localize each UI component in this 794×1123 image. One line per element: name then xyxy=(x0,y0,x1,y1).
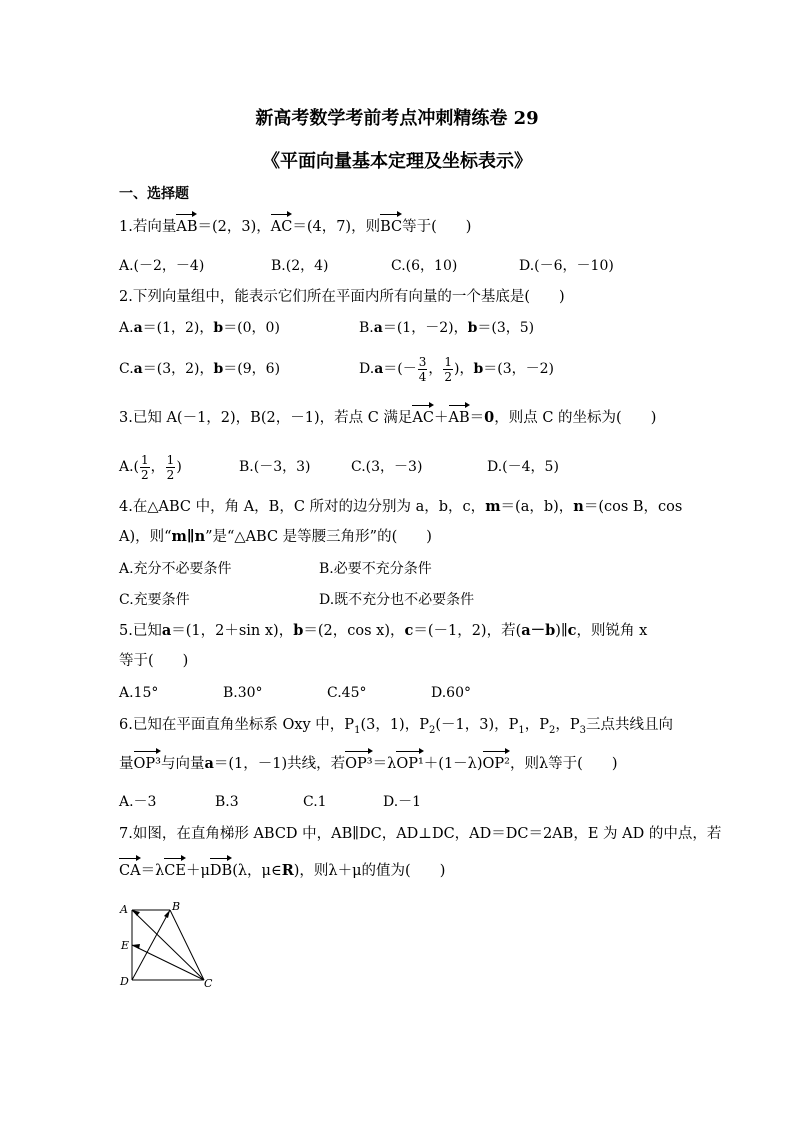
q7-text: ＝λ xyxy=(140,863,165,879)
vector-a: a xyxy=(161,622,172,639)
vector-ac: AC xyxy=(270,219,293,235)
q1-option-b[interactable]: B.(2，4) xyxy=(271,258,329,274)
fraction-numerator: 3 xyxy=(418,354,427,369)
q6-text: ＋(1－λ) xyxy=(423,756,483,772)
fraction-numerator: 1 xyxy=(141,452,149,467)
q6-option-b[interactable]: B.3 xyxy=(215,794,239,810)
q3-option-b[interactable]: B.(－3，3) xyxy=(239,459,311,475)
vector-m: m xyxy=(485,498,501,515)
vector-ab: AB xyxy=(448,410,470,426)
vector-c: c xyxy=(404,622,414,639)
vector-a: a xyxy=(133,320,143,336)
q5-option-b[interactable]: B.30° xyxy=(223,685,263,701)
segment-ca xyxy=(132,910,204,980)
fraction xyxy=(443,355,453,384)
q6-text: 与向量 xyxy=(160,756,205,772)
label-c: C xyxy=(204,977,213,990)
q2-c-text: ＝(9，6) xyxy=(223,361,281,377)
vector-b: b xyxy=(213,320,224,336)
q2-b-text: ＝(3，5) xyxy=(477,320,535,336)
question-6-line-1 xyxy=(119,715,673,741)
question-7-line-2 xyxy=(119,861,445,881)
vector-ab: AB xyxy=(176,219,198,235)
q3-option-d[interactable]: D.(－4，5) xyxy=(487,459,559,475)
label-a: A xyxy=(120,903,128,916)
vector-a-minus-b: a－b xyxy=(521,622,556,639)
q4-option-d[interactable]: D.既不充分也不必要条件 xyxy=(319,592,475,608)
q6-text: (3，1)，P xyxy=(360,717,429,733)
q4-option-a[interactable]: A.充分不必要条件 xyxy=(119,561,232,577)
q3-text: 3.已知 A(－1，2)，B(2，－1)，若点 C 满足 xyxy=(119,410,413,426)
question-6-line-2 xyxy=(119,754,618,774)
vector-a: a xyxy=(204,755,214,772)
vector-ac: AC xyxy=(412,410,434,426)
q5-text: ＝(－1，2)，若( xyxy=(413,623,522,639)
q6-text: ＝λ xyxy=(372,756,397,772)
q6-option-a[interactable]: A.－3 xyxy=(119,794,157,810)
vector-b: b xyxy=(467,320,478,336)
q4-text: ＝(a，b)， xyxy=(500,499,574,515)
q1-option-c[interactable]: C.(6，10) xyxy=(391,258,458,274)
q2-option-a[interactable] xyxy=(119,318,280,338)
fraction-denominator: 2 xyxy=(166,467,175,482)
fraction-denominator: 2 xyxy=(141,467,149,482)
vector-ca: CA xyxy=(119,863,141,879)
q5-option-a[interactable]: A.15° xyxy=(119,685,159,701)
q2-b-label: B. xyxy=(359,320,374,336)
vector-a: a xyxy=(133,361,143,377)
q1-option-d[interactable]: D.(－6，－10) xyxy=(519,258,614,274)
q1-text: 等于( ) xyxy=(402,219,472,235)
q7-text: ＋μ xyxy=(185,863,210,879)
subscript: 1 xyxy=(518,724,525,736)
q3-a-text: ) xyxy=(176,459,182,475)
subscript: 2 xyxy=(549,724,556,736)
question-3 xyxy=(119,408,656,428)
vector-bc: BC xyxy=(380,219,403,235)
fraction-numerator: 1 xyxy=(444,354,453,369)
q2-b-text: ＝(1，－2)， xyxy=(382,320,468,336)
question-5-line-1 xyxy=(119,621,647,641)
q2-d-label: D. xyxy=(359,361,375,377)
vector-a: a xyxy=(373,320,383,336)
subscript: 3 xyxy=(579,724,587,736)
question-4-line-1 xyxy=(119,497,682,517)
q4-text: 4.在△ABC 中，角 A，B，C 所对的边分别为 a，b，c， xyxy=(119,499,486,515)
q5-text: 5.已知 xyxy=(119,623,162,639)
q3-text: ＋ xyxy=(434,410,449,426)
q6-text: 量 xyxy=(119,756,134,772)
arrow-head xyxy=(132,944,140,949)
q2-option-b[interactable] xyxy=(359,318,534,338)
vector-n: n xyxy=(573,498,584,515)
section-heading: 一、选择题 xyxy=(119,186,189,202)
vector-c: c xyxy=(567,622,577,639)
q5-option-c[interactable]: C.45° xyxy=(327,685,367,701)
q2-d-text: ＝(－ xyxy=(383,361,417,377)
trapezoid-figure xyxy=(118,898,222,990)
page-subtitle: 《平面向量基本定理及坐标表示》 xyxy=(262,151,532,172)
subscript: 1 xyxy=(354,724,361,736)
q6-text: 6.已知在平面直角坐标系 Oxy 中，P xyxy=(119,717,355,733)
question-2: 2.下列向量组中，能表示它们所在平面内所有向量的一个基底是( ) xyxy=(119,289,565,305)
label-b: B xyxy=(172,900,181,913)
vector-b: b xyxy=(213,361,224,377)
label-e: E xyxy=(121,939,130,952)
fraction-denominator: 4 xyxy=(418,369,427,384)
q6-text: ＝(1，－1)共线，若 xyxy=(213,756,346,772)
vector-b: b xyxy=(293,622,304,639)
question-7-line-1: 7.如图，在直角梯形 ABCD 中，AB∥DC，AD⊥DC，AD＝DC＝2AB，E 为 AD 的中点，若 xyxy=(119,826,722,842)
q2-a-text: ＝(1，2)， xyxy=(142,320,214,336)
q2-d-text: )， xyxy=(454,361,474,377)
q5-text: ＝(2，cos x)， xyxy=(303,623,405,639)
q2-d-text: ＝(3，－2) xyxy=(483,361,555,377)
q6-text: (－1，3)，P xyxy=(435,717,519,733)
q4-condition: m∥n xyxy=(171,528,206,545)
q7-text: )，则λ＋μ的值为( ) xyxy=(293,863,446,879)
q4-option-b[interactable]: B.必要不充分条件 xyxy=(319,561,432,577)
vector-db: DB xyxy=(209,863,233,879)
vector-op3: OP³ xyxy=(345,756,373,772)
q1-text: ＝(4，7)，则 xyxy=(292,219,381,235)
q2-option-d[interactable] xyxy=(359,350,554,388)
segment-ce xyxy=(132,945,204,980)
q6-text: ，P xyxy=(555,717,580,733)
question-1 xyxy=(119,217,471,237)
q6-option-d[interactable]: D.－1 xyxy=(383,794,422,810)
real-numbers-symbol: R xyxy=(281,862,294,879)
vector-b: b xyxy=(473,361,484,377)
vector-op1: OP¹ xyxy=(396,756,424,772)
q3-a-text: A.( xyxy=(119,459,140,475)
question-5-line-2: 等于( ) xyxy=(119,653,189,669)
q6-text: ，则λ等于( ) xyxy=(509,756,618,772)
fraction xyxy=(418,355,428,384)
fraction-denominator: 2 xyxy=(444,369,453,384)
q7-text: (λ，μ∈ xyxy=(232,863,282,879)
edge-bc xyxy=(170,910,204,980)
vector-op2: OP² xyxy=(482,756,510,772)
q3-option-a[interactable] xyxy=(119,448,182,486)
q3-text: ，则点 C 的坐标为( ) xyxy=(494,410,657,426)
q6-text: ，P xyxy=(524,717,550,733)
arrow-head xyxy=(132,910,140,916)
q5-text: ＝(1，2＋sin x)， xyxy=(171,623,294,639)
question-4-line-2 xyxy=(119,527,432,547)
q3-a-text: ， xyxy=(150,459,165,475)
vector-op3: OP³ xyxy=(133,756,161,772)
fraction xyxy=(166,453,176,482)
page-title: 新高考数学考前考点冲刺精练卷 29 xyxy=(255,108,539,129)
q2-a-label: A. xyxy=(119,320,134,336)
label-d: D xyxy=(120,975,129,988)
fraction-numerator: 1 xyxy=(166,452,175,467)
q1-text: ＝(2，3)， xyxy=(197,219,271,235)
q2-option-c[interactable] xyxy=(119,359,280,379)
q4-option-c[interactable]: C.充要条件 xyxy=(119,592,190,608)
q3-option-c[interactable]: C.(3，－3) xyxy=(351,459,423,475)
q1-option-a[interactable]: A.(－2，－4) xyxy=(119,258,205,274)
arrow-head xyxy=(164,910,170,918)
q4-text: ＝(cos B，cos xyxy=(583,499,683,515)
q2-c-text: ＝(3，2)， xyxy=(142,361,214,377)
q6-option-c[interactable]: C.1 xyxy=(303,794,327,810)
q3-text: ＝ xyxy=(469,410,485,426)
q2-c-label: C. xyxy=(119,361,134,377)
q2-d-text: ， xyxy=(428,361,443,377)
q2-a-text: ＝(0，0) xyxy=(223,320,280,336)
q5-text: ，则锐角 x xyxy=(576,623,648,639)
q4-text: ”是“△ABC 是等腰三角形”的( ) xyxy=(205,529,432,545)
q1-text: 1.若向量 xyxy=(119,219,177,235)
q6-text: 三点共线且向 xyxy=(586,717,674,733)
vector-ce: CE xyxy=(164,863,186,879)
fraction xyxy=(140,453,150,482)
subscript: 2 xyxy=(428,724,436,736)
vector-a: a xyxy=(374,361,384,377)
q4-text: A)，则“ xyxy=(119,529,172,545)
zero-vector: 0 xyxy=(484,409,495,426)
q5-option-d[interactable]: D.60° xyxy=(431,685,471,701)
q5-text: )∥ xyxy=(555,623,568,639)
